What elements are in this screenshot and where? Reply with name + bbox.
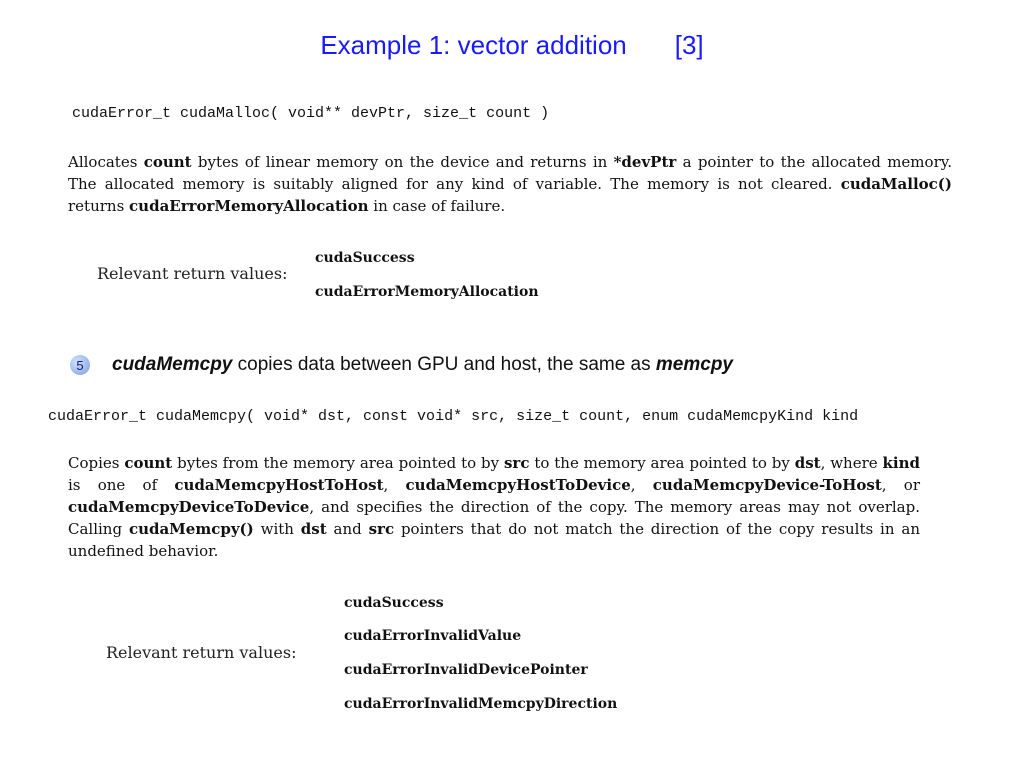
- memcpy-return-value: cudaSuccess: [344, 595, 444, 611]
- memcpy-return-value: cudaErrorInvalidValue: [344, 628, 522, 644]
- slide-title: [0, 30, 1024, 61]
- malloc-signature: cudaError_t cudaMalloc( void** devPtr, size_t count ): [72, 105, 550, 122]
- malloc-return-value: cudaErrorMemoryAllocation: [315, 284, 539, 300]
- memcpy-signature: cudaError_t cudaMemcpy( void* dst, const void* src, size_t count, enum cudaMemcpyKind kind: [48, 408, 859, 425]
- bullet-number: 5: [70, 355, 90, 375]
- slide-title-reference: [3]: [674, 30, 704, 60]
- malloc-return-label: Relevant return values:: [97, 264, 288, 283]
- memcpy-return-value: cudaErrorInvalidMemcpyDirection: [344, 696, 618, 712]
- memcpy-return-label: Relevant return values:: [106, 643, 297, 662]
- memcpy-return-value: cudaErrorInvalidDevicePointer: [344, 662, 588, 678]
- bullet-item: [70, 352, 733, 378]
- slide-title-text: Example 1: vector addition: [320, 30, 627, 60]
- memcpy-description: Copies count bytes from the memory area pointed to by src to the memory area pointed to by dst, where kind is one of cudaMemcpyHostToHost, cudaMemcpyHostToDevice, cudaMemcpyDevice-ToHost, or cudaMemcpyDeviceToDevice, and specifies the direction of the copy. The memory areas may not overlap. Calling cudaMemcpy() with dst and src pointers that do not match the direction of the copy results in an undefined behavior.: [68, 454, 921, 560]
- bullet-text: cudaMemcpy copies data between GPU and host, the same as memcpy: [112, 354, 734, 375]
- malloc-description: Allocates count bytes of linear memory on the device and returns in *devPtr a pointer to the allocated memory. The allocated memory is suitably aligned for any kind of variable. The memory is not cleared. cudaMalloc() returns cudaErrorMemoryAllocation in case of failure.: [68, 153, 952, 215]
- malloc-return-value: cudaSuccess: [315, 250, 415, 266]
